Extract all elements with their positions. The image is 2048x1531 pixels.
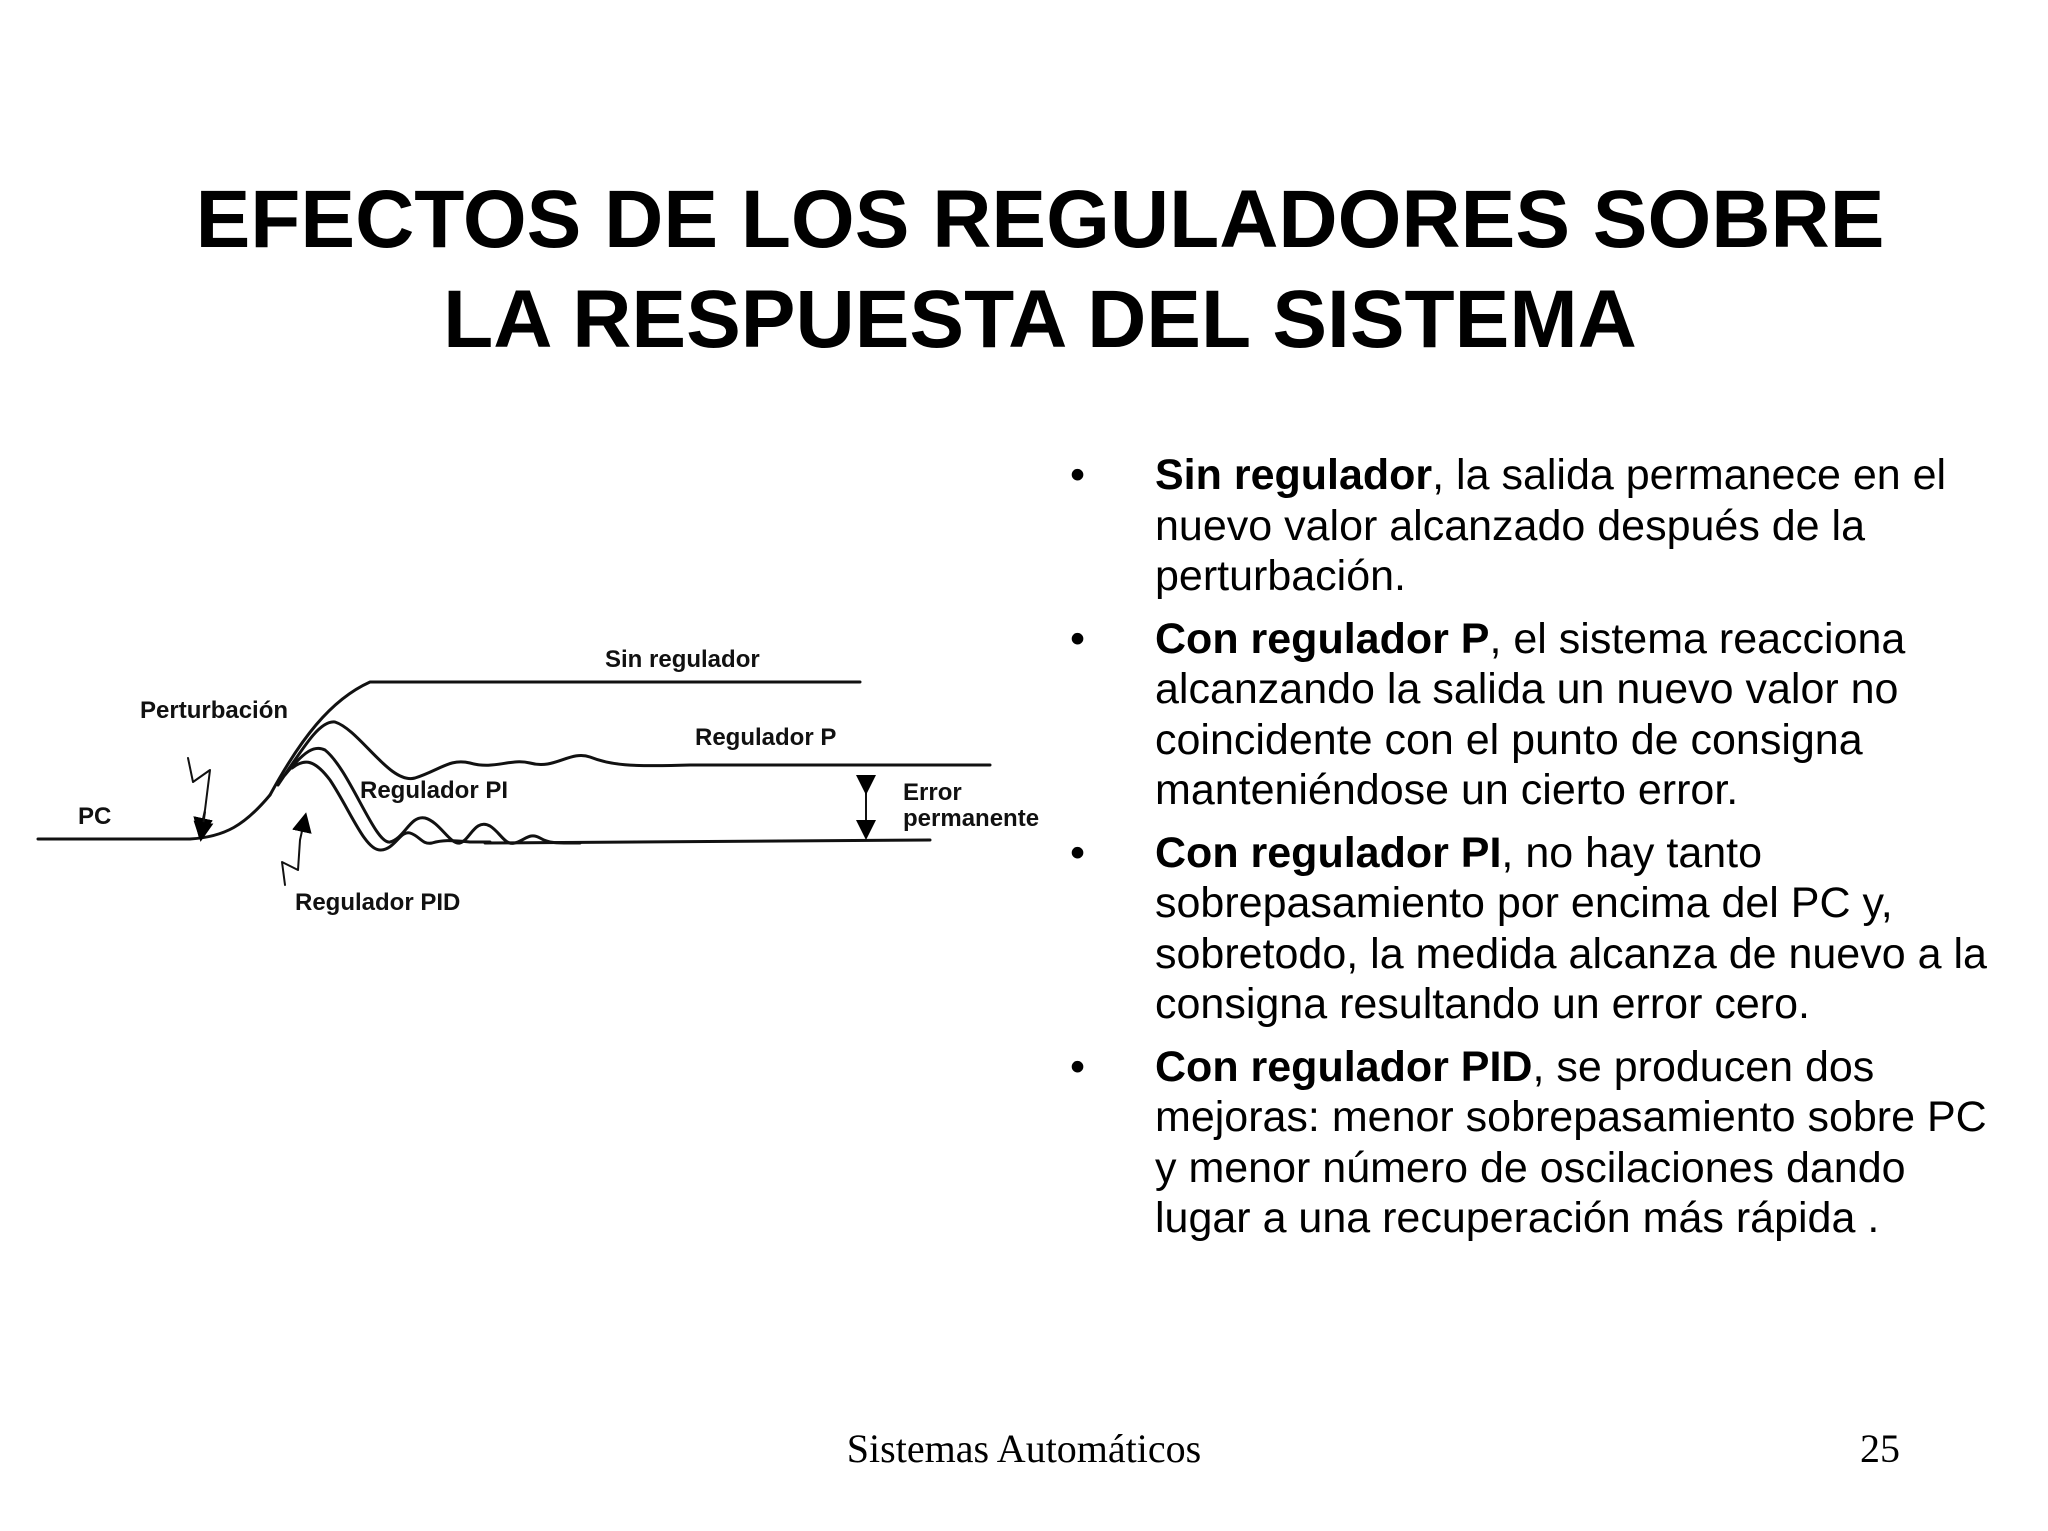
bullet-dot: • [1070, 614, 1086, 663]
slide-title [120, 170, 1960, 370]
bullet-item-regulador-pi [1070, 828, 2000, 1030]
bullet-text: , se producen dos mejoras: menor sobrepasamiento sobre PC y menor número de oscilaciones dando lugar a una recuperación más rápida . [1155, 1042, 1987, 1242]
error-label: Error [903, 779, 962, 806]
bullet-text: , no hay tanto sobrepasamiento por encima del PC y, sobretodo, la medida alcanza de nuevo a la consigna resultando un error cero. [1155, 828, 1987, 1028]
bullet-text: , la salida permanece en el nuevo valor alcanzado después de la perturbación. [1155, 451, 1947, 600]
bullet-item-sin-regulador [1070, 450, 2000, 602]
perturbacion-arrow [188, 758, 210, 828]
bullet-text: , el sistema reacciona alcanzando la salida un nuevo valor no coincidente con el punto de consigna manteniéndose un cierto error. [1155, 614, 1906, 814]
bullet-dot: • [1070, 1042, 1086, 1091]
bullet-bold: Con regulador P [1155, 614, 1490, 663]
footer-course-title: Sistemas Automáticos [846, 1426, 1202, 1471]
regulador-pi-label: Regulador PI [360, 777, 509, 804]
bullet-list [1070, 450, 2000, 1256]
regulador-p-curve [278, 722, 990, 785]
bullet-dot: • [1070, 451, 1086, 499]
regulador-pid-arrow [282, 822, 304, 885]
title-line-1: EFECTOS DE LOS REGULADORES SOBRE [195, 174, 1885, 265]
title-line-2: LA RESPUESTA DEL SISTEMA [443, 274, 1637, 365]
bullet-bold: Con regulador PID [1155, 1042, 1533, 1091]
bullet-bold: Con regulador PI [1155, 828, 1502, 877]
bullet-item-regulador-pid [1070, 1042, 2000, 1244]
bullet-bold: Sin regulador [1155, 451, 1433, 499]
page-number: 25 [1860, 1426, 1900, 1471]
bullet-dot: • [1070, 828, 1086, 877]
sin-regulador-label: Sin regulador [605, 646, 760, 673]
controller-response-diagram [30, 600, 1070, 1120]
regulador-pid-label: Regulador PID [295, 889, 461, 916]
permanente-label: permanente [903, 805, 1040, 832]
pc-label: PC [78, 803, 112, 830]
regulador-p-label: Regulador P [695, 724, 837, 751]
perturbacion-label: Perturbación [140, 697, 289, 724]
regulador-pid-curve [292, 762, 490, 850]
bullet-item-regulador-p [1070, 614, 2000, 816]
